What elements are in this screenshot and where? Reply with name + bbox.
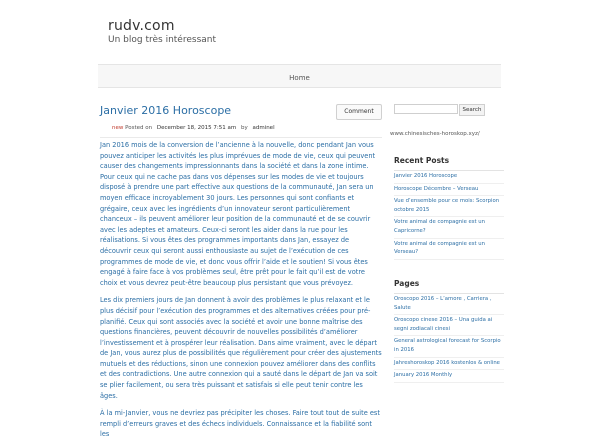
comment-button[interactable]: Comment [336, 104, 382, 120]
recent-posts-title: Recent Posts [394, 155, 504, 171]
main-navigation [98, 64, 501, 88]
posted-on-label: Posted on [125, 125, 153, 131]
recent-post-link[interactable]: Votre animal de compagnie est un Verseau? [394, 240, 486, 256]
page-link[interactable]: Oroscopo 2016 – L’amore , Carriera , Salute [394, 296, 492, 311]
site-description: Un blog très intéressant [108, 35, 216, 45]
page-link[interactable]: General astrological forecast for Scorpio in 2016 [394, 338, 501, 353]
list-item [394, 184, 504, 197]
search-input[interactable] [394, 104, 458, 114]
list-item [394, 370, 504, 383]
sidebar-url-link[interactable]: www.chinesisches-horoskop.xyz/ [390, 131, 480, 137]
page-link[interactable]: Jahreshoroskop 2016 kostenlos & online [394, 359, 500, 366]
pages-widget [394, 278, 504, 383]
new-badge: new [112, 125, 124, 131]
post-title[interactable]: Janvier 2016 Horoscope [100, 104, 232, 117]
by-label: by [240, 125, 248, 131]
list-item [394, 294, 504, 315]
site-title[interactable]: rudv.com [108, 18, 175, 34]
post-paragraph: Jan 2016 mois de la conversion de l’ancienne à la nouvelle, donc pendant Jan vous pouvez anticiper les activités les plus imprévues de mode de vie, ceux qui peuvent causer des changements impressionnants dans la société et dans la zone intime. Pour ceux qui ne cache pas dans vos dépenses sur les modes de vie et toujours disposé à prendre une part effective aux questions de la communauté, Jan sera un moyen efficace incroyablement 30 jours. Les personnes qui sont confiants et grégaire, ceux avec les ingrédients d’un innovateur seront particulièrement chanceux – ils peuvent améliorer leur position de la communauté et de se couvrir avec les adeptes et amateurs. Ceux-ci seront les aider dans la rue pour les réalisations. Si vous êtes des programmes importants dans Jan, essayez de découvrir ceux qui seront aussi enthousiaste au sujet de l’exécution de ces programmes de mode de vie, et donc vous offrir l’aide et le soutien! Si vous êtes engagé à faire face à vos problèmes seul, être prêt pour le fait qu’il est de votre choix et vous devrez peut-être beaucoup plus persistant que vous prévoyez. [100, 141, 376, 287]
post-content [100, 104, 382, 439]
post-paragraph: À la mi-Janvier, vous ne devriez pas précipiter les choses. Faire tout tout de suite est rempli d’erreurs graves et des échecs individuels. Connaissance et la fiabilité sont les [100, 409, 380, 439]
page-link[interactable]: January 2016 Monthly [394, 372, 453, 379]
page-link[interactable]: Oroscopo cinese 2016 – Una guida ai segni zodiacali cinesi [394, 317, 493, 332]
post-date[interactable]: December 18, 2015 7:51 am [156, 125, 237, 131]
meta-divider [100, 137, 382, 138]
search-button[interactable]: Search [459, 104, 485, 116]
list-item [394, 196, 504, 217]
list-item [394, 171, 504, 184]
list-item [394, 358, 504, 371]
recent-post-link[interactable]: Votre animal de compagnie est un Capricorne? [394, 219, 486, 234]
list-item [394, 217, 504, 238]
recent-post-link[interactable]: Janvier 2016 Horoscope [394, 173, 458, 179]
post-author[interactable]: adminel [252, 125, 275, 131]
recent-posts-widget [394, 155, 504, 260]
recent-post-link[interactable]: Horoscope Décembre – Verseau [394, 185, 479, 192]
list-item [394, 336, 504, 357]
recent-post-link[interactable]: Vue d’ensemble pour ce mois: Scorpion octobre 2015 [394, 198, 500, 213]
nav-item-home[interactable]: Home [289, 74, 310, 82]
list-item [394, 315, 504, 336]
post-meta [112, 125, 278, 131]
post-paragraph: Les dix premiers jours de Jan donnent à avoir des problèmes le plus relaxant et le plus décisif pour l’exécution des programmes et des alternatives créées pour pré-planifié. Ceux qui sont associés avec la société et avoir une bonne maîtrise des questions financières, peuvent découvrir de nouvelles possibilités d’améliorer l’investissement et à prospérer leur réalisation. Dans aime vraiment, avec le départ de Jan, vous aurez plus de possibilités que régulièrement pour créer des ajustements mutuels et des réductions, sinon une connexion pouvez améliorer dans des conflits et des contradictions. Une autre connexion qui a sauté dans le départ de Jan va soit se plier facilement, ou sera très puissant et satisfais si elle peut tenir contre les âges. [100, 296, 382, 400]
post-body [100, 140, 382, 447]
list-item [394, 239, 504, 260]
search-form [394, 104, 504, 114]
pages-title: Pages [394, 278, 504, 294]
site-header [108, 18, 408, 46]
